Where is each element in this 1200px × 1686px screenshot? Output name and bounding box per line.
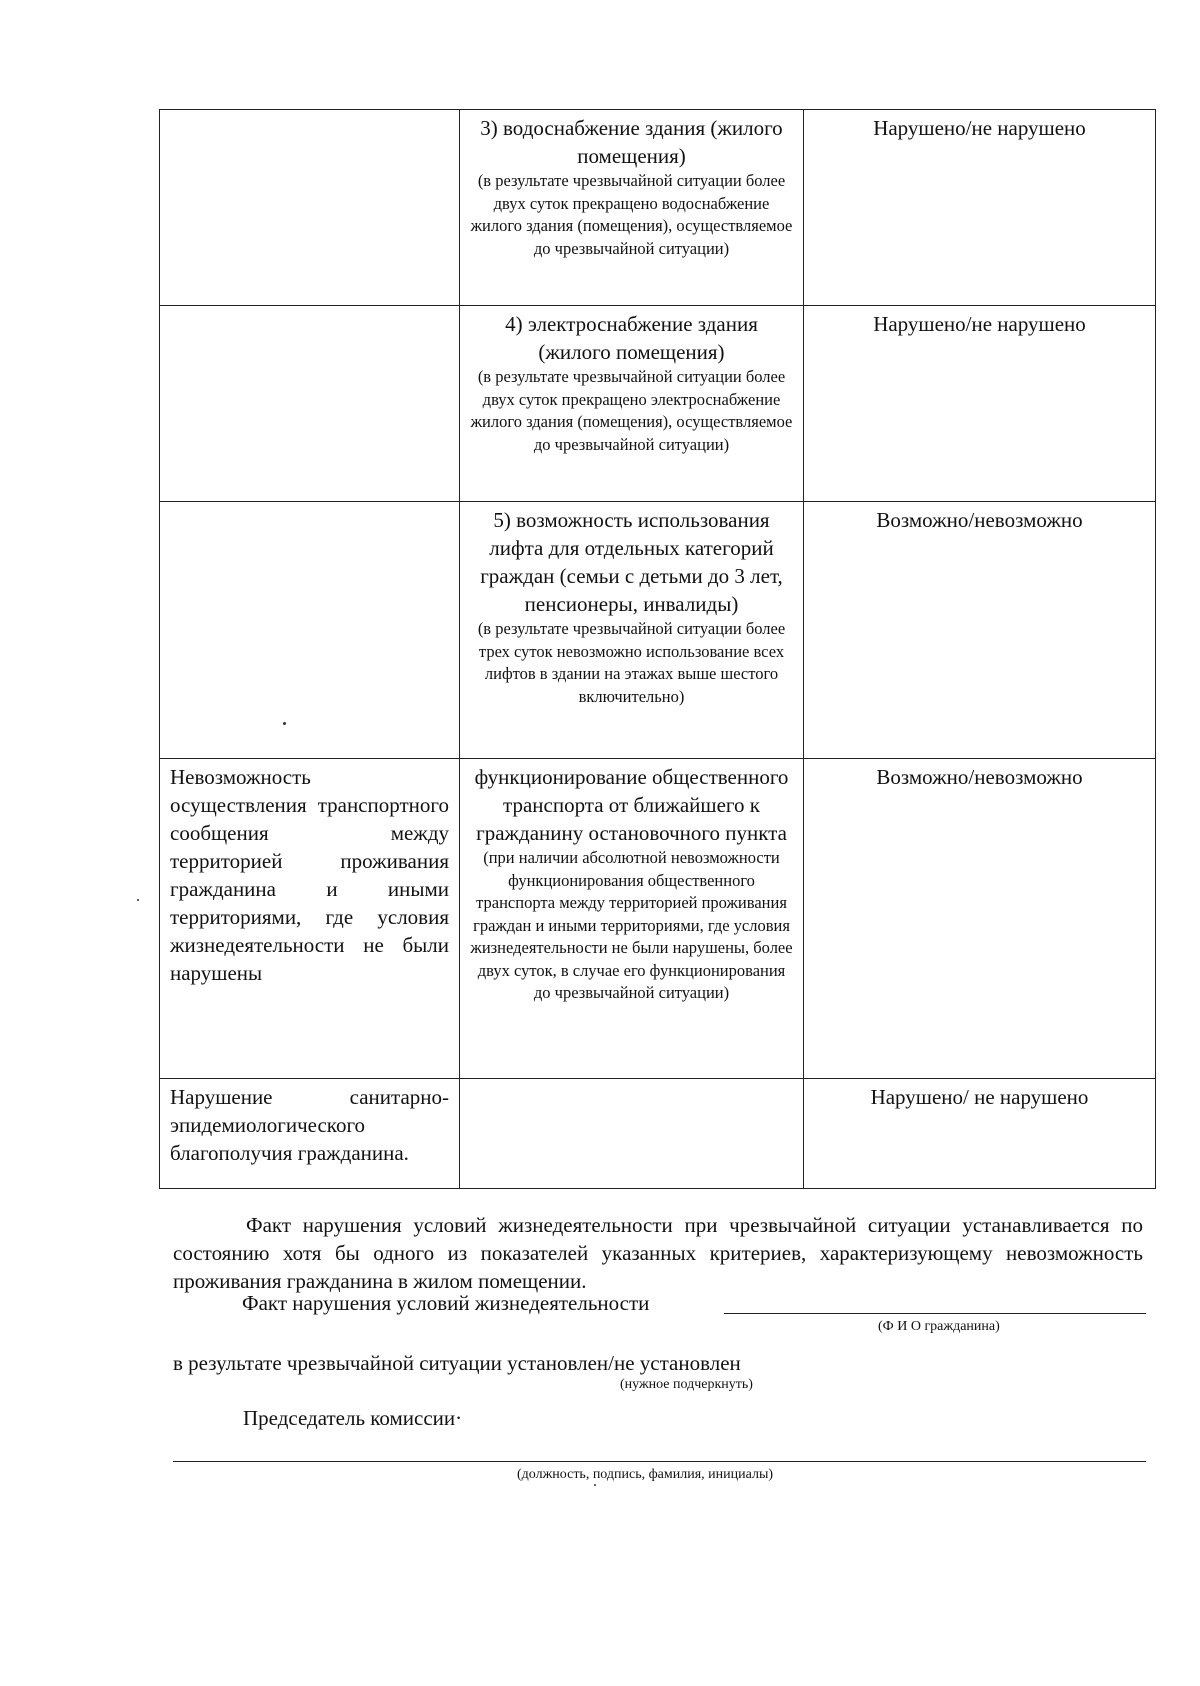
indicator-note: (в результате чрезвычайной ситуации более трех суток невозможно использование всех лифтов в здании на этажах выше шестого включительно): [477, 619, 786, 706]
indicator-text: 4) электроснабжение здания (жилого помещения): [505, 312, 758, 364]
fio-fill-line[interactable]: [724, 1313, 1146, 1314]
value-text: Нарушено/ не нарушено: [870, 1085, 1089, 1109]
criterion-text: Невозможность осуществления транспортного сообщения между территорией проживания гражданина и иными территориями, где условия жизнедеятельности не были нарушены: [170, 765, 449, 985]
fact-label: Факт нарушения условий жизнедеятельности: [242, 1291, 650, 1315]
criterion-cell: [160, 759, 460, 1079]
signature-fill-line[interactable]: [173, 1461, 1146, 1462]
criterion-cell: [160, 110, 460, 306]
chair-label: Председатель комиссии·: [243, 1406, 463, 1430]
criterion-text: Нарушение санитарно-эпидемиологического благополучия гражданина.: [170, 1085, 449, 1165]
criteria-table: [159, 109, 1156, 1189]
criterion-cell: [160, 502, 460, 759]
result-line: в результате чрезвычайной ситуации установлен/не установлен: [173, 1351, 741, 1375]
scan-speck: [283, 722, 286, 725]
indicator-note: (при наличии абсолютной невозможности функционирования общественного транспорта между территорией проживания граждан и иными территориями, где условия жизнедеятельности не были нарушены, более двух суток, в случае его функционирования до чрезвычайной ситуации): [470, 848, 793, 1002]
indicator-cell: [460, 306, 804, 502]
value-text: Нарушено/не нарушено: [873, 312, 1086, 336]
table-row: [160, 110, 1156, 306]
fio-hint: (Ф И О гражданина): [878, 1319, 1000, 1334]
indicator-cell: [460, 759, 804, 1079]
table-row: [160, 306, 1156, 502]
value-text: Нарушено/не нарушено: [873, 116, 1086, 140]
signature-hint: (должность, подпись, фамилия, инициалы): [517, 1467, 774, 1482]
criterion-cell: [160, 1079, 460, 1189]
criterion-cell: [160, 306, 460, 502]
table-row: [160, 1079, 1156, 1189]
indicator-note: (в результате чрезвычайной ситуации более двух суток прекращено электроснабжение жилого здания (помещения), осуществляемое до чрезвычайной ситуации): [470, 367, 793, 454]
value-cell: [804, 1079, 1156, 1189]
indicator-cell: [460, 1079, 804, 1189]
indicator-text: функционирование общественного транспорта от ближайшего к гражданину остановочного пункта: [474, 765, 789, 845]
indicator-cell: [460, 502, 804, 759]
indicator-text: 3) водоснабжение здания (жилого помещения): [480, 116, 783, 168]
indicator-text: 5) возможность использования лифта для отдельных категорий граждан (семьи с детьми до 3 лет, пенсионеры, инвалиды): [480, 508, 783, 616]
value-cell: [804, 110, 1156, 306]
value-text: Возможно/невозможно: [876, 765, 1083, 789]
summary-paragraph: Факт нарушения условий жизнедеятельности при чрезвычайной ситуации устанавливается по состоянию хотя бы одного из показателей указанных критериев, характеризующему невозможность проживания гражданина в жилом помещении.: [173, 1213, 1143, 1293]
scan-speck: [594, 1484, 596, 1486]
table-row: [160, 759, 1156, 1079]
underline-hint: (нужное подчеркнуть): [620, 1377, 753, 1392]
table-row: [160, 502, 1156, 759]
value-cell: [804, 502, 1156, 759]
value-text: Возможно/невозможно: [876, 508, 1083, 532]
value-cell: [804, 759, 1156, 1079]
indicator-cell: [460, 110, 804, 306]
value-cell: [804, 306, 1156, 502]
indicator-note: (в результате чрезвычайной ситуации более двух суток прекращено водоснабжение жилого здания (помещения), осуществляемое до чрезвычайной ситуации): [470, 171, 793, 258]
scan-speck: [137, 899, 139, 901]
